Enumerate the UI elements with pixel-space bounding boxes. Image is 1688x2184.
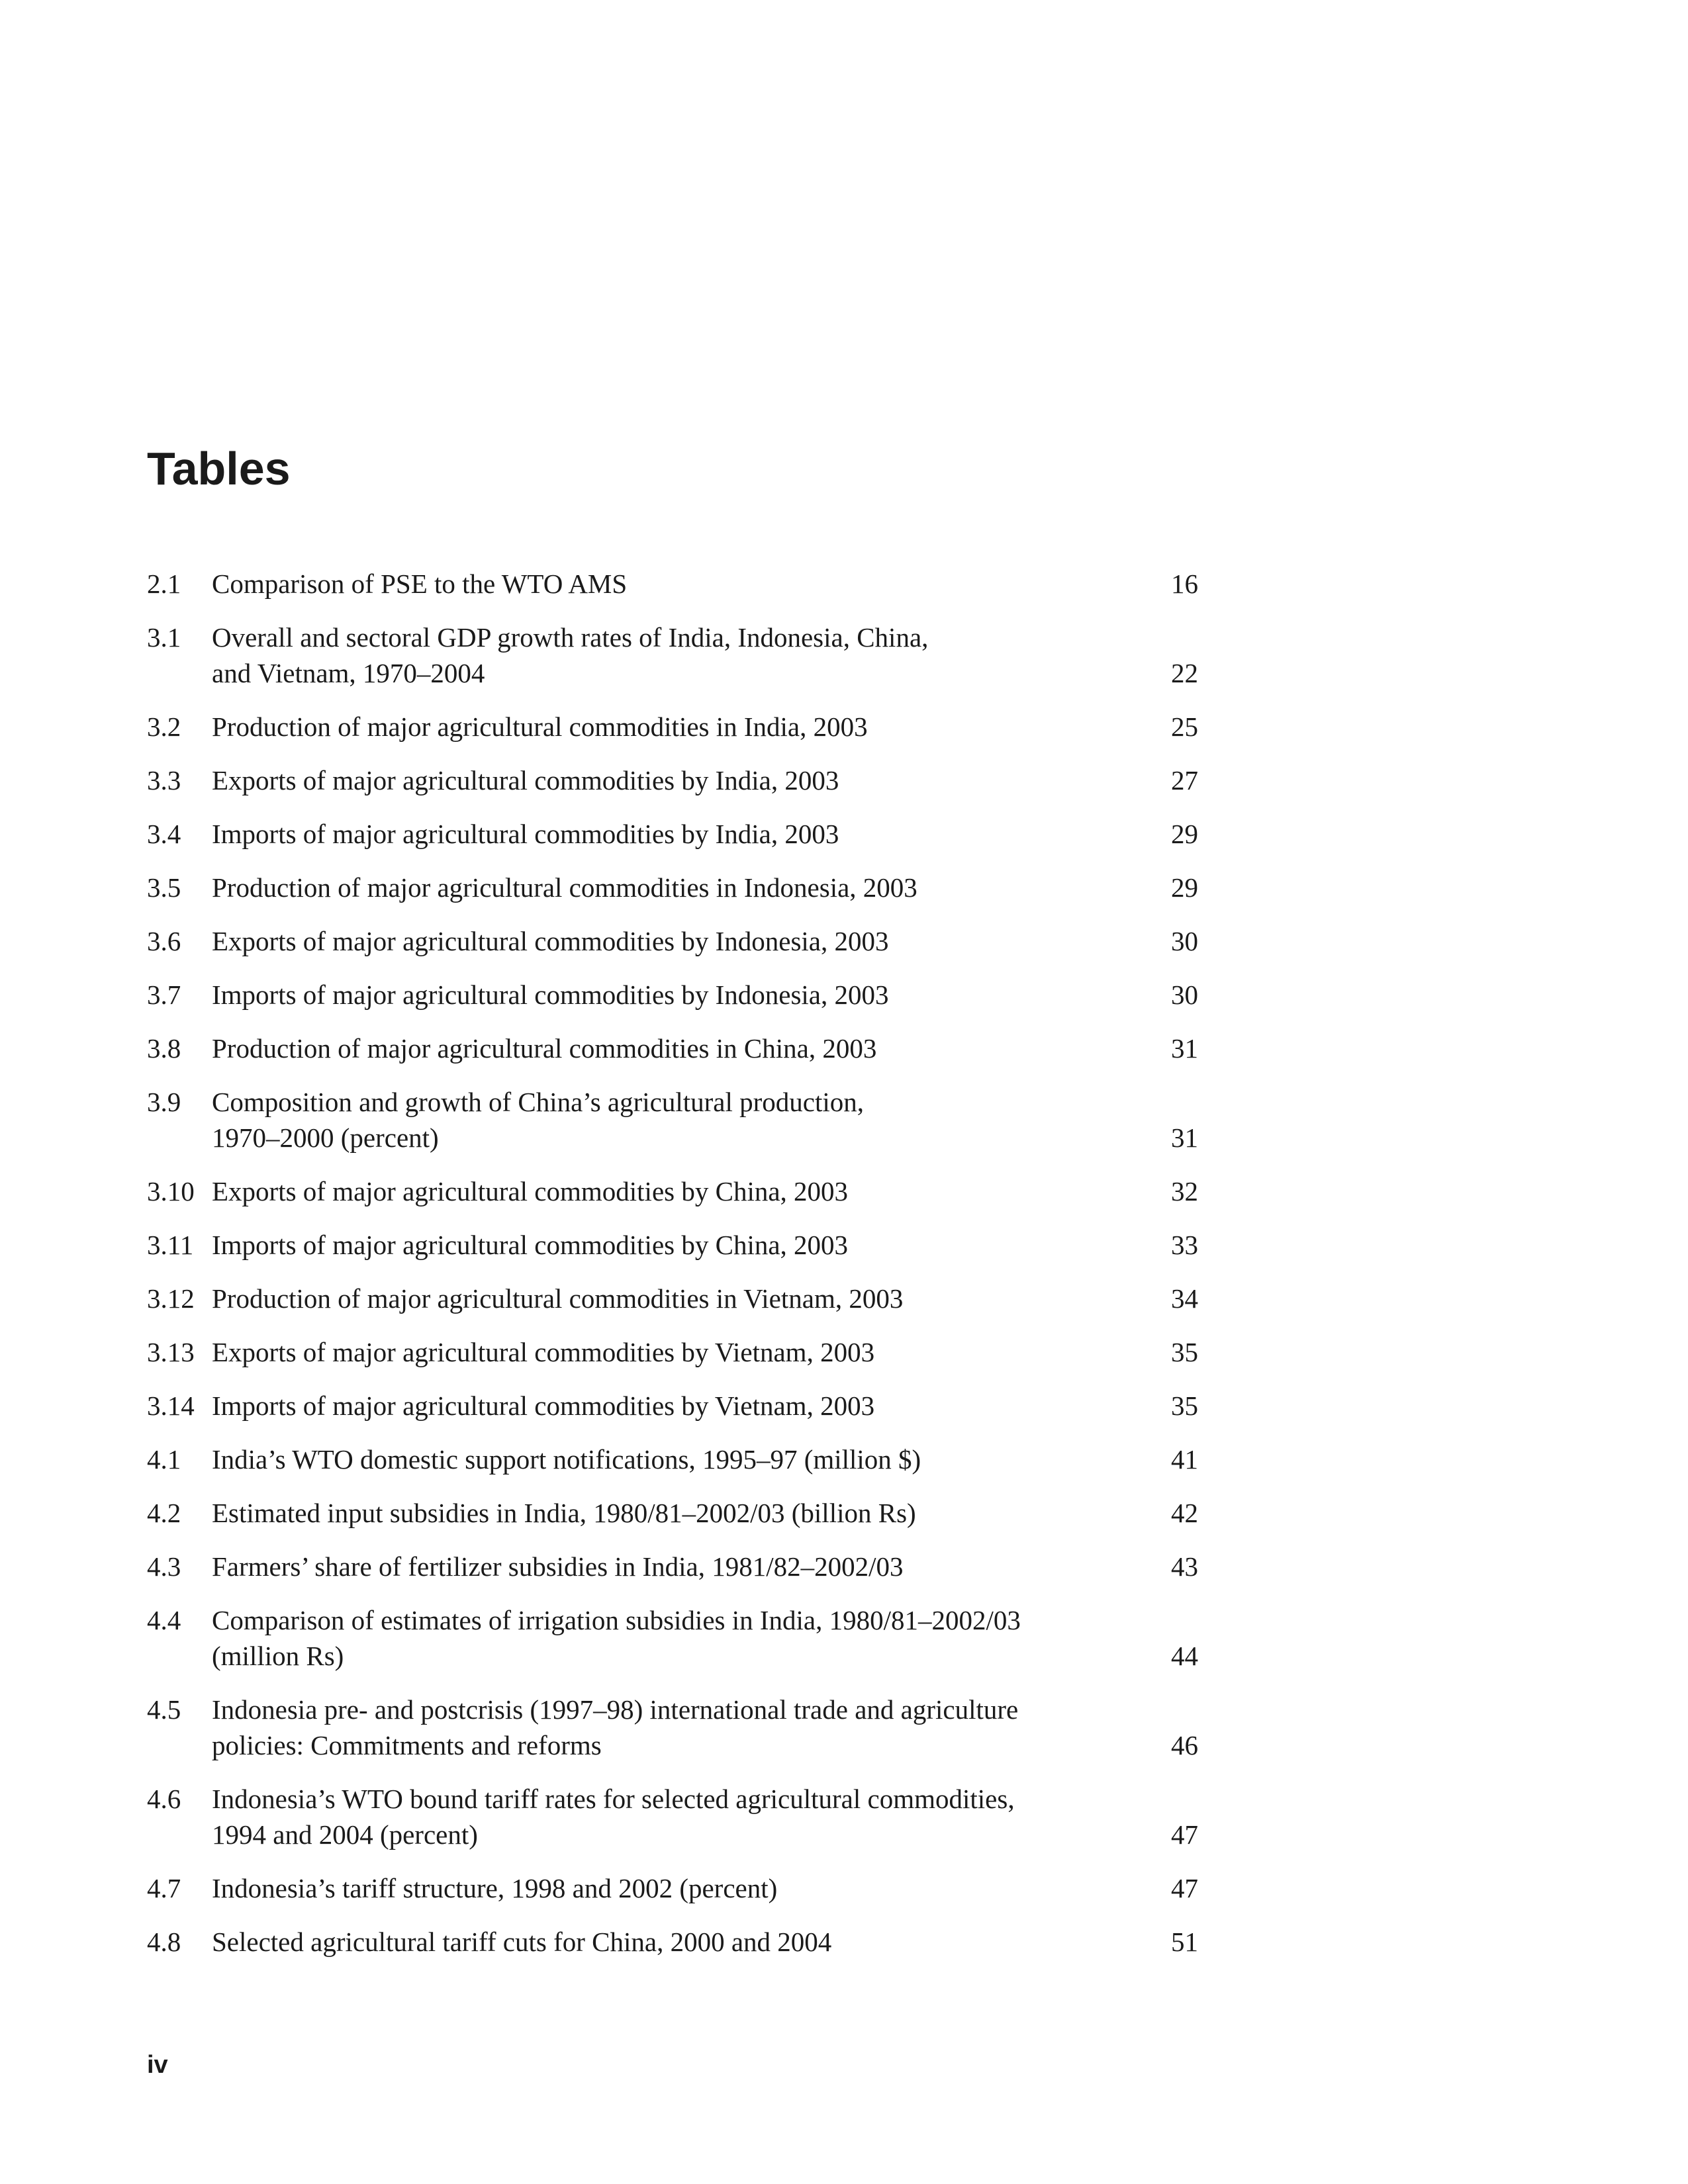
page-number: 35	[1171, 1390, 1198, 1421]
table-number: 3.4	[147, 819, 181, 849]
page-number: 33	[1171, 1230, 1198, 1260]
table-title: Overall and sectoral GDP growth rates of India, Indonesia, China, and Vietnam, 1970–2004	[212, 622, 929, 688]
table-title: Exports of major agricultural commodities by Indonesia, 2003	[212, 926, 889, 956]
table-title: Imports of major agricultural commodities by India, 2003	[212, 819, 839, 849]
page-number: 22	[1171, 658, 1198, 688]
toc-entry	[147, 1227, 1206, 1263]
toc-entry	[147, 619, 1206, 691]
page-number: 43	[1171, 1551, 1198, 1582]
page-number: 47	[1171, 1873, 1198, 1903]
toc-entry	[147, 1870, 1206, 1906]
table-number: 4.3	[147, 1551, 181, 1582]
page-number: 29	[1171, 872, 1198, 903]
table-number: 3.2	[147, 711, 181, 742]
page-number: 16	[1171, 569, 1198, 599]
table-title: Composition and growth of China’s agricultural production, 1970–2000 (percent)	[212, 1087, 865, 1153]
table-title: Estimated input subsidies in India, 1980/81–2002/03 (billion Rs)	[212, 1498, 916, 1528]
toc-entry	[147, 1441, 1206, 1477]
table-title: Exports of major agricultural commodities by Vietnam, 2003	[212, 1337, 875, 1367]
page-number: 31	[1171, 1033, 1198, 1064]
table-title: Selected agricultural tariff cuts for China, 2000 and 2004	[212, 1927, 832, 1957]
toc-entry	[147, 1495, 1206, 1531]
toc-entry	[147, 1924, 1206, 1960]
table-number: 4.6	[147, 1784, 181, 1814]
toc-entry	[147, 1173, 1206, 1209]
table-number: 3.9	[147, 1087, 181, 1117]
table-title: Production of major agricultural commodities in India, 2003	[212, 711, 868, 742]
table-number: 3.14	[147, 1390, 195, 1421]
table-number: 3.5	[147, 872, 181, 903]
table-title: India’s WTO domestic support notifications, 1995–97 (million $)	[212, 1444, 921, 1475]
page-title: Tables	[147, 443, 291, 494]
page-number: 32	[1171, 1176, 1198, 1206]
table-number: 3.7	[147, 979, 181, 1010]
toc-entry	[147, 1549, 1206, 1584]
table-number: 3.11	[147, 1230, 194, 1260]
table-title: Imports of major agricultural commodities by China, 2003	[212, 1230, 849, 1260]
page-number: 44	[1171, 1641, 1198, 1671]
toc-entry	[147, 1692, 1206, 1763]
table-title: Production of major agricultural commodities in Vietnam, 2003	[212, 1283, 904, 1314]
table-number: 3.6	[147, 926, 181, 956]
page-number: 47	[1171, 1819, 1198, 1850]
page-number: 25	[1171, 711, 1198, 742]
page-number: 31	[1171, 1122, 1198, 1153]
page-number: 29	[1171, 819, 1198, 849]
toc-entry	[147, 1781, 1206, 1852]
table-title: Imports of major agricultural commodities by Indonesia, 2003	[212, 979, 889, 1010]
table-number: 4.5	[147, 1694, 181, 1725]
table-number: 4.7	[147, 1873, 181, 1903]
table-title: Indonesia pre- and postcrisis (1997–98) international trade and agriculture policies: Commitments and reforms	[212, 1694, 1019, 1760]
table-title: Comparison of estimates of irrigation subsidies in India, 1980/81–2002/03 (million Rs)	[212, 1605, 1021, 1671]
toc-entry	[147, 1388, 1206, 1424]
table-title: Comparison of PSE to the WTO AMS	[212, 569, 628, 599]
table-number: 3.10	[147, 1176, 195, 1206]
table-number: 3.3	[147, 765, 181, 796]
table-title: Exports of major agricultural commodities by China, 2003	[212, 1176, 849, 1206]
toc-entry	[147, 977, 1206, 1013]
toc-entry	[147, 566, 1206, 602]
table-number: 3.12	[147, 1283, 195, 1314]
page-number: 30	[1171, 979, 1198, 1010]
page-number: 46	[1171, 1730, 1198, 1760]
page-number: 42	[1171, 1498, 1198, 1528]
table-title: Exports of major agricultural commodities by India, 2003	[212, 765, 839, 796]
toc-entry	[147, 923, 1206, 959]
toc-entry	[147, 1602, 1206, 1674]
table-title: Production of major agricultural commodities in Indonesia, 2003	[212, 872, 917, 903]
table-of-contents-list	[147, 566, 1206, 1978]
page-number: 34	[1171, 1283, 1198, 1314]
page-number: 27	[1171, 765, 1198, 796]
toc-entry	[147, 1281, 1206, 1316]
table-number: 3.1	[147, 622, 181, 653]
table-title: Indonesia’s tariff structure, 1998 and 2002 (percent)	[212, 1873, 778, 1903]
table-number: 4.2	[147, 1498, 181, 1528]
table-number: 4.1	[147, 1444, 181, 1475]
toc-entry	[147, 762, 1206, 798]
table-number: 3.8	[147, 1033, 181, 1064]
page-number: 51	[1171, 1927, 1198, 1957]
toc-entry	[147, 1334, 1206, 1370]
table-title: Imports of major agricultural commodities by Vietnam, 2003	[212, 1390, 875, 1421]
toc-entry	[147, 1084, 1206, 1156]
table-title: Indonesia’s WTO bound tariff rates for selected agricultural commodities, 1994 and 2004 (percent)	[212, 1784, 1015, 1850]
page-number: 30	[1171, 926, 1198, 956]
table-title: Production of major agricultural commodities in China, 2003	[212, 1033, 877, 1064]
page-number: 41	[1171, 1444, 1198, 1475]
table-number: 2.1	[147, 569, 181, 599]
table-number: 3.13	[147, 1337, 195, 1367]
page-folio: iv	[147, 2051, 168, 2079]
table-title: Farmers’ share of fertilizer subsidies in India, 1981/82–2002/03	[212, 1551, 904, 1582]
table-number: 4.4	[147, 1605, 181, 1635]
toc-entry	[147, 870, 1206, 905]
toc-entry	[147, 1030, 1206, 1066]
page-number: 35	[1171, 1337, 1198, 1367]
toc-entry	[147, 816, 1206, 852]
table-number: 4.8	[147, 1927, 181, 1957]
toc-entry	[147, 709, 1206, 745]
